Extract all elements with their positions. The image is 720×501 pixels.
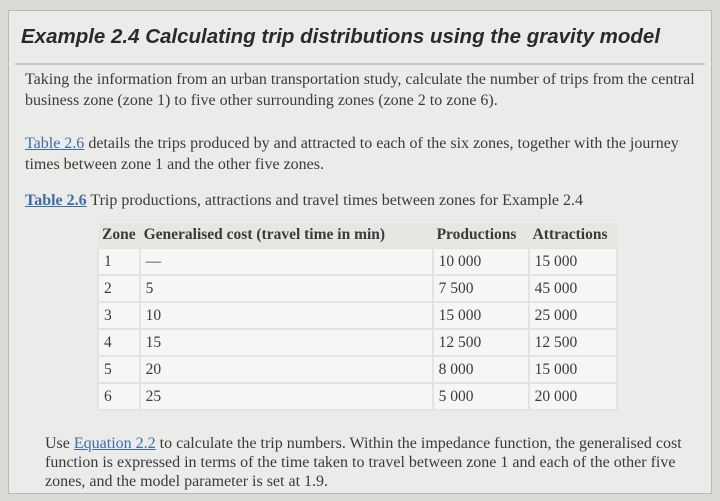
attractions-cell: 25 000 (529, 302, 617, 329)
zone-cell: 6 (98, 383, 140, 410)
table-row (98, 248, 617, 275)
zone-cell: 1 (98, 248, 140, 275)
attractions-cell: 45 000 (529, 275, 617, 302)
caption-text: Trip productions, attractions and travel times between zones for Example 2.4 (86, 192, 583, 209)
intro-paragraph: Taking the information from an urban transportation study, calculate the number of trips from the central business zone (zone 1) to five other surrounding zones (zone 2 to zone 6). (25, 71, 695, 109)
zone-cell: 2 (98, 275, 140, 302)
productions-cell: 15 000 (433, 302, 529, 329)
trip-table (97, 223, 618, 411)
cost-cell: 15 (140, 329, 433, 356)
cost-cell: 10 (140, 302, 433, 329)
productions-cell: 5 000 (433, 383, 529, 410)
attractions-cell: 12 500 (529, 329, 617, 356)
instruction-paragraph (45, 434, 695, 491)
table-reference-text: details the trips produced by and attracted to each of the six zones, together with the journey times between zone 1 and the other five zones. (25, 135, 679, 173)
instruction-text: to calculate the trip numbers. Within the impedance function, the generalised cost function is expressed in terms of the time taken to travel between zone 1 and each of the other five zones, and the model parameter is set at 1.9. (45, 435, 682, 490)
table-row (98, 275, 617, 302)
attractions-cell: 20 000 (529, 383, 617, 410)
attractions-cell: 15 000 (529, 356, 617, 383)
instruction-prefix: Use (45, 435, 74, 452)
title-divider (15, 63, 705, 65)
document-page (8, 10, 712, 494)
table-2-6-link[interactable]: Table 2.6 (25, 135, 85, 152)
table-row (98, 302, 617, 329)
header-zone: Zone (98, 223, 140, 248)
example-title: Example 2.4 Calculating trip distributions using the gravity model (21, 25, 661, 48)
zone-cell: 4 (98, 329, 140, 356)
productions-cell: 8 000 (433, 356, 529, 383)
table-caption (25, 192, 583, 210)
header-generalised-cost: Generalised cost (travel time in min) (140, 223, 433, 248)
header-productions: Productions (433, 223, 529, 248)
header-attractions: Attractions (529, 223, 617, 248)
attractions-cell: 15 000 (529, 248, 617, 275)
table-header-row (98, 223, 617, 248)
cost-cell: 5 (140, 275, 433, 302)
productions-cell: 10 000 (433, 248, 529, 275)
cost-cell: — (140, 248, 433, 275)
table-row (98, 356, 617, 383)
cost-cell: 25 (140, 383, 433, 410)
equation-2-2-link[interactable]: Equation 2.2 (73, 435, 156, 452)
zone-cell: 3 (98, 302, 140, 329)
table-row (98, 329, 617, 356)
productions-cell: 12 500 (433, 329, 529, 356)
table-row (98, 383, 617, 410)
caption-table-link[interactable]: Table 2.6 (25, 192, 87, 209)
cost-cell: 20 (140, 356, 433, 383)
zone-cell: 5 (98, 356, 140, 383)
productions-cell: 7 500 (433, 275, 529, 302)
table-reference-paragraph (25, 133, 705, 175)
